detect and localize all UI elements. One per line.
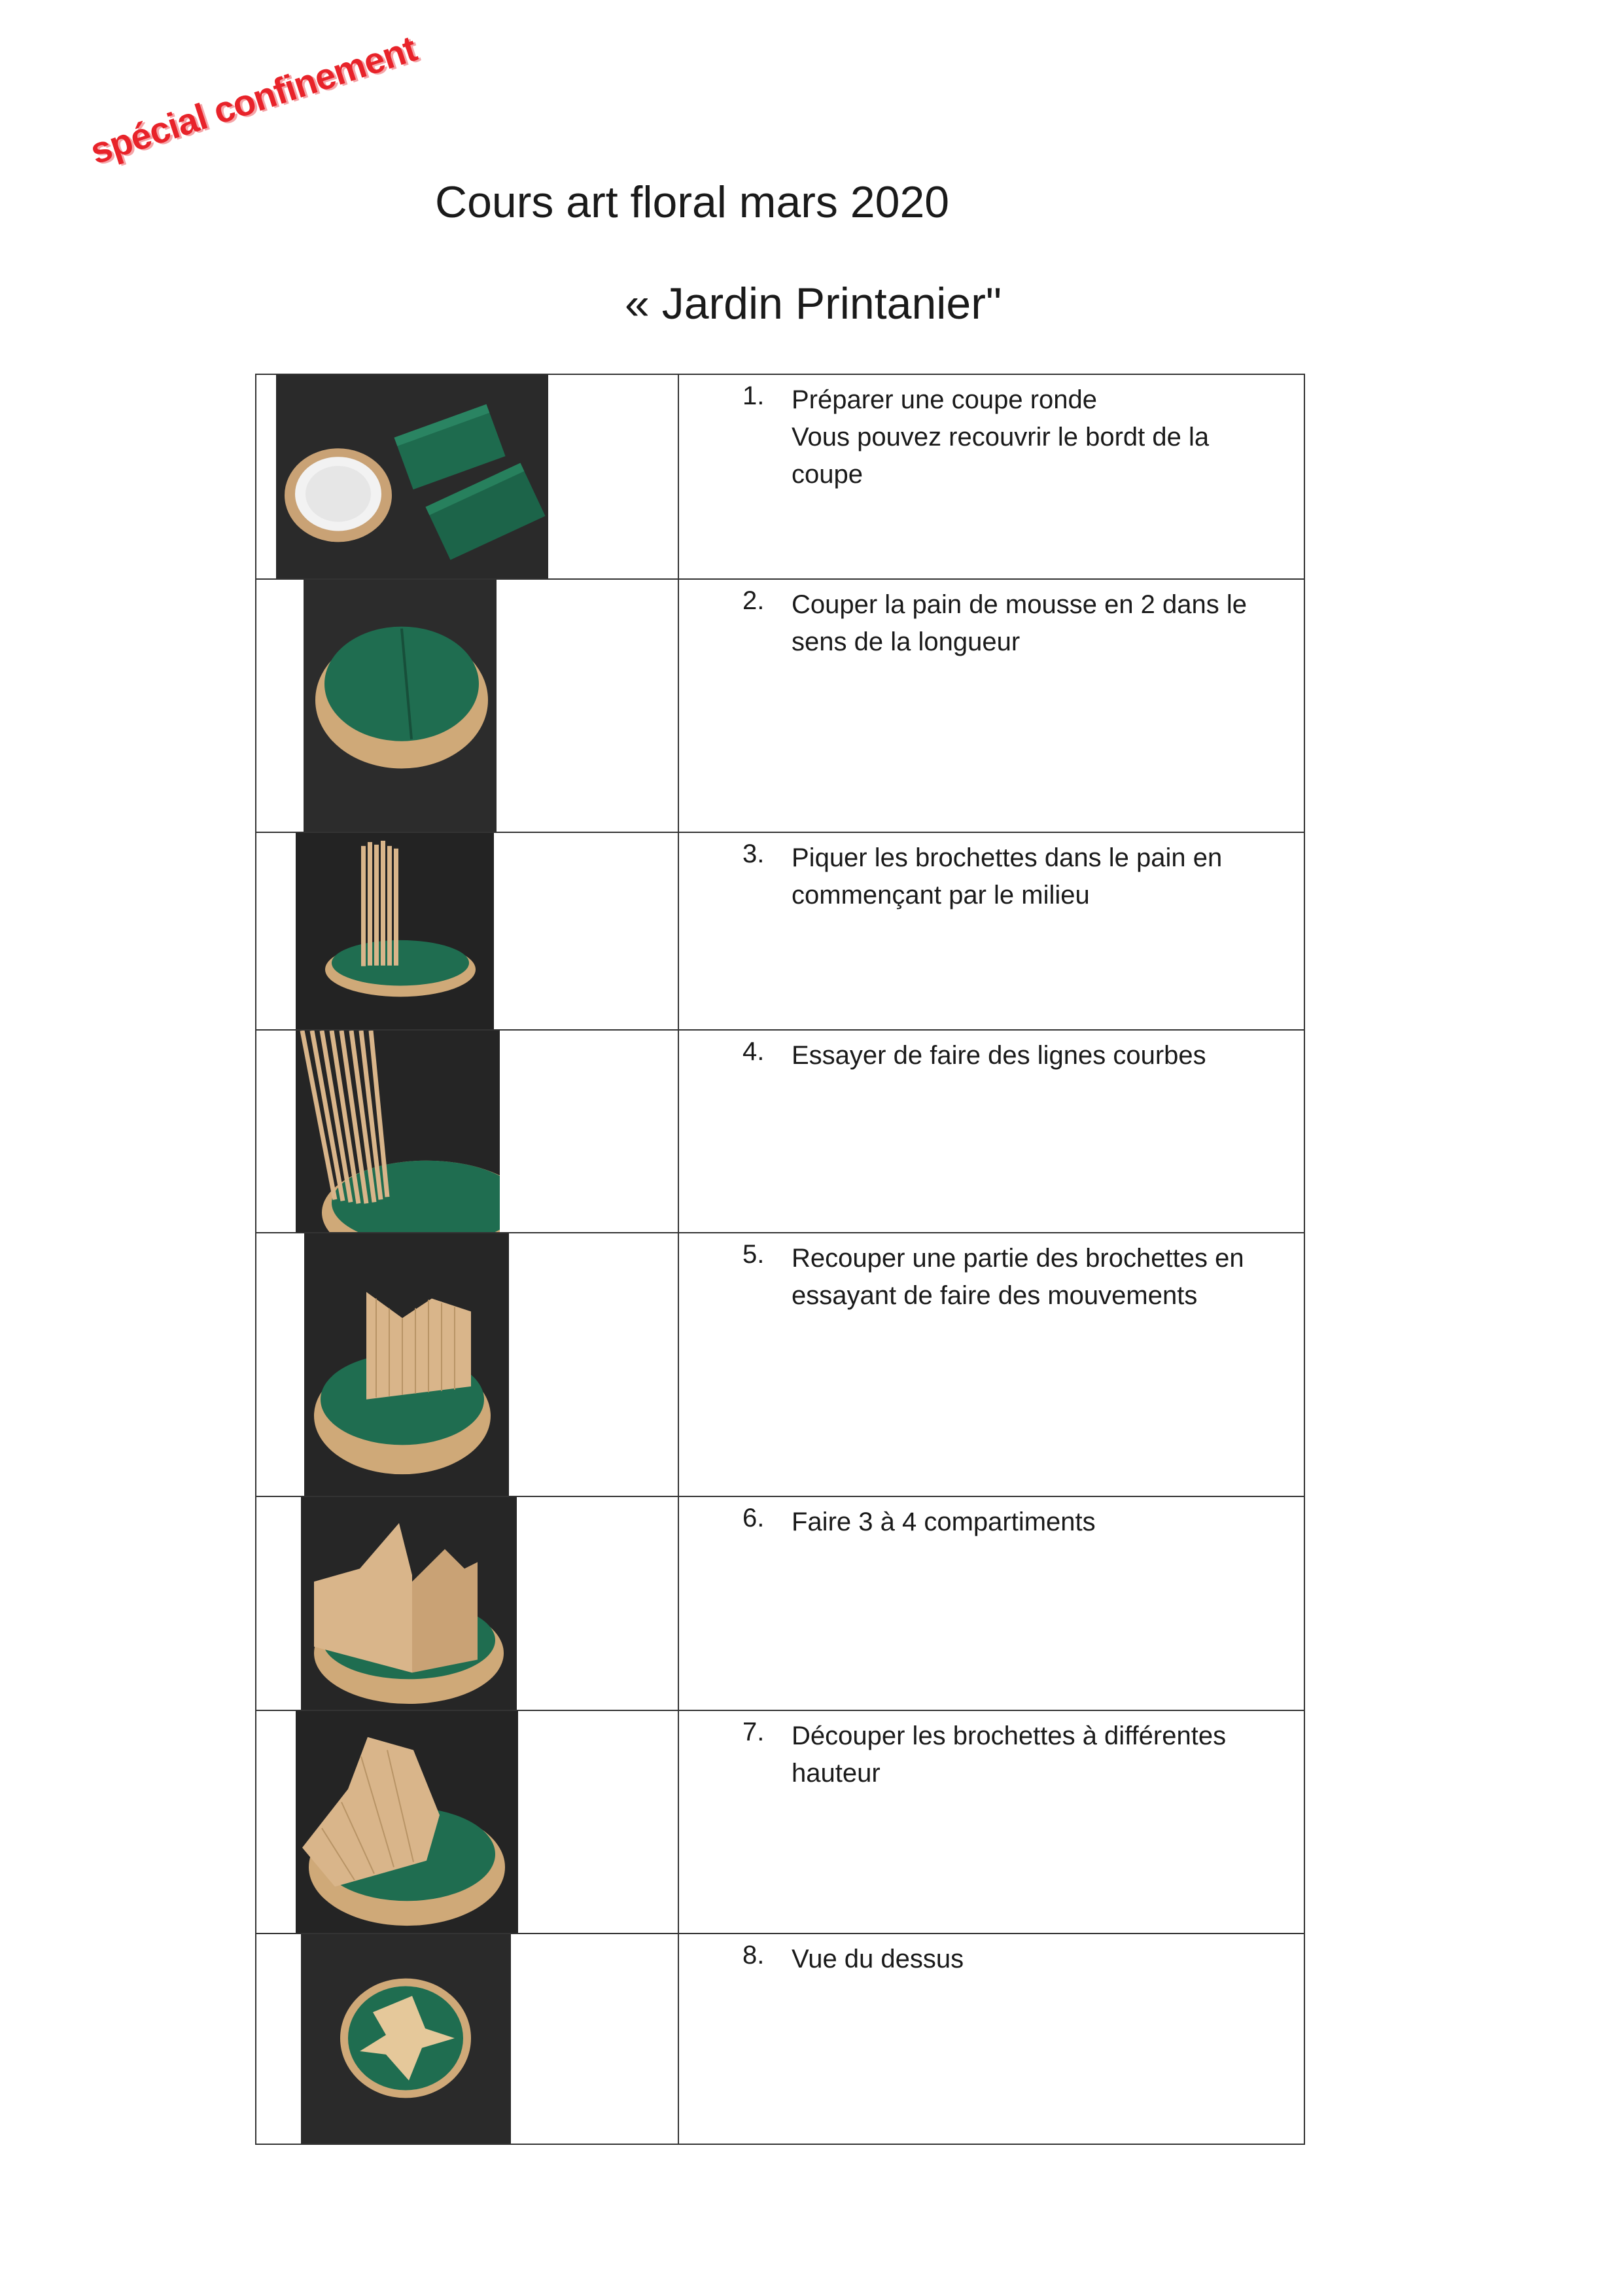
step-text-cell [678, 1030, 1304, 1233]
step-line: Recouper une partie des brochettes en essayant de faire des mouvements [792, 1244, 1244, 1310]
step-line: Préparer une coupe ronde [792, 385, 1097, 414]
step-photo-compartments [301, 1497, 517, 1710]
step-number: 1. [742, 381, 765, 410]
step-photo-cell [256, 1233, 678, 1496]
step-photo-different-heights [296, 1711, 518, 1933]
step-row-6 [256, 1496, 1304, 1710]
step-photo-cut-foam [304, 580, 497, 832]
step-photo-bowl-and-foam [276, 375, 548, 578]
page-title: Cours art floral mars 2020 [435, 177, 950, 227]
step-row-7 [256, 1710, 1304, 1934]
step-number: 3. [742, 839, 765, 868]
step-description [792, 1504, 1278, 1541]
page-subtitle: « Jardin Printanier" [625, 279, 1002, 328]
step-photo-recut-skewers [304, 1233, 509, 1496]
step-number: 7. [742, 1718, 765, 1746]
step-photo-cell [256, 832, 678, 1030]
step-number: 4. [742, 1037, 765, 1066]
step-description [792, 381, 1278, 493]
step-text-cell [678, 374, 1304, 579]
step-photo-cell [256, 1496, 678, 1710]
step-description [792, 1037, 1278, 1074]
step-text-cell [678, 1496, 1304, 1710]
step-description [792, 1240, 1278, 1315]
step-description [792, 1941, 1278, 1978]
step-number: 2. [742, 586, 765, 615]
step-number: 6. [742, 1504, 765, 1532]
step-photo-cell [256, 1710, 678, 1934]
step-description [792, 839, 1278, 914]
step-text-cell [678, 1934, 1304, 2144]
step-line: Vue du dessus [792, 1945, 964, 1973]
step-row-2 [256, 579, 1304, 832]
step-line: Découper les brochettes à différentes hauteur [792, 1722, 1227, 1788]
step-line: Piquer les brochettes dans le pain en commençant par le milieu [792, 843, 1223, 910]
step-row-5 [256, 1233, 1304, 1496]
step-row-4 [256, 1030, 1304, 1233]
step-number: 8. [742, 1941, 765, 1969]
step-line: Essayer de faire des lignes courbes [792, 1041, 1206, 1070]
step-photo-cell [256, 1030, 678, 1233]
step-number: 5. [742, 1240, 765, 1269]
step-row-3 [256, 832, 1304, 1030]
step-row-8 [256, 1934, 1304, 2144]
step-photo-cell [256, 374, 678, 579]
step-photo-top-view [301, 1934, 511, 2144]
step-photo-cell [256, 579, 678, 832]
steps-table [255, 374, 1305, 2145]
step-photo-cell [256, 1934, 678, 2144]
step-description [792, 586, 1278, 661]
step-photo-skewers-middle [296, 833, 494, 1029]
step-photo-curved-lines [296, 1031, 500, 1232]
step-description [792, 1718, 1278, 1792]
step-text-cell [678, 832, 1304, 1030]
step-row-1 [256, 374, 1304, 579]
step-line: Couper la pain de mousse en 2 dans le sens de la longueur [792, 590, 1248, 656]
step-text-cell [678, 1233, 1304, 1496]
step-text-cell [678, 1710, 1304, 1934]
step-text-cell [678, 579, 1304, 832]
special-confinement-stamp: spécial confinement [85, 27, 421, 172]
step-line: Faire 3 à 4 compartiments [792, 1508, 1096, 1536]
step-line: Vous pouvez recouvrir le bordt de la coupe [792, 423, 1210, 489]
